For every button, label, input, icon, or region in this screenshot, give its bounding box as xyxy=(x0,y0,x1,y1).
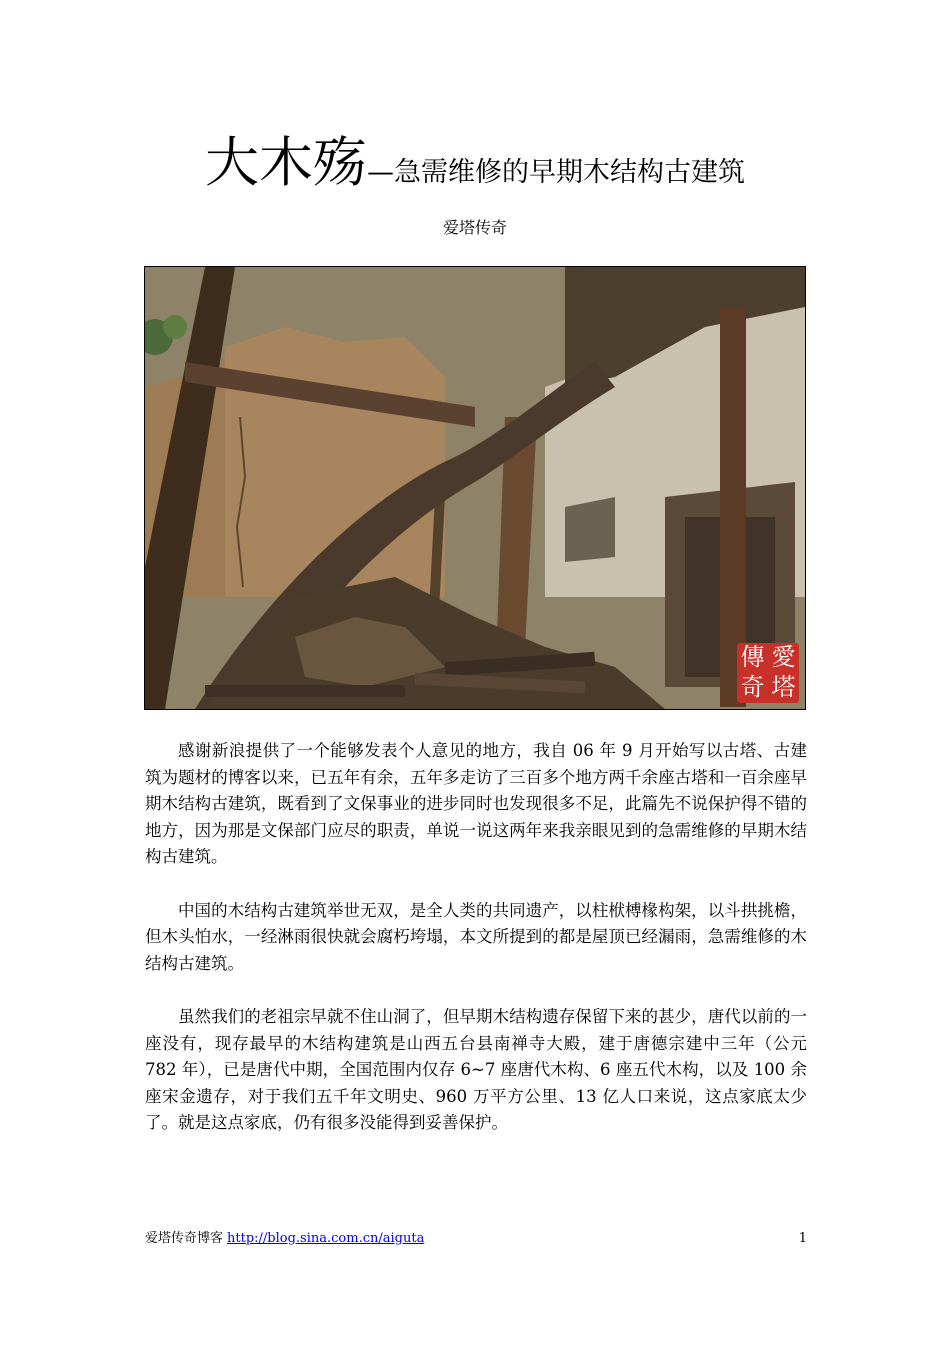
blog-url-link[interactable]: http://blog.sina.com.cn/aiguta xyxy=(227,1231,425,1246)
footer-blog-name: 爱塔传奇博客 xyxy=(145,1231,224,1246)
title-main: 大木殇 xyxy=(205,131,367,194)
photo-illustration xyxy=(145,267,805,709)
seal-char: 塔 xyxy=(771,673,796,701)
title-subtitle: —急需维修的早期木结构古建筑 xyxy=(367,157,745,188)
seal-char: 傳 xyxy=(740,643,765,671)
seal-char: 愛 xyxy=(771,643,796,671)
document-title xyxy=(0,128,950,198)
page-number: 1 xyxy=(798,1231,807,1246)
ruined-building-photo xyxy=(144,266,806,710)
paragraph: 虽然我们的老祖宗早就不住山洞了，但早期木结构遗存保留下来的甚少，唐代以前的一座没有，现存最早的木结构建筑是山西五台县南禅寺大殿，建于唐德宗建中三年（公元 782 年），已是唐代中期，全国范围内仅存 6~7 座唐代木构、6 座五代木构，以及 100 余座宋金遗存，对于我们五千年文明史、960 万平方公里、13 亿人口来说，这点家底太少了。就是这点家底，仍有很多没能得到妥善保护。 xyxy=(145,1006,807,1133)
paragraph: 感谢新浪提供了一个能够发表个人意见的地方，我自 06 年 9 月开始写以古塔、古建筑为题材的博客以来，已五年有余，五年多走访了三百多个地方两千余座古塔和一百余座早期木结构古建筑，既看到了文保事业的进步同时也发现很多不足，此篇先不说保护得不错的地方，因为那是文保部门应尽的职责，单说一说这两年来我亲眼见到的急需维修的早期木结构古建筑。 xyxy=(145,741,807,867)
page-footer xyxy=(145,1229,807,1249)
article-body xyxy=(145,738,807,1164)
paragraph: 中国的木结构古建筑举世无双，是全人类的共同遗产，以柱栿榑椽构架，以斗拱挑檐，但木头怕水，一经淋雨很快就会腐朽垮塌，本文所提到的都是屋顶已经漏雨，急需维修的木结构古建筑。 xyxy=(145,900,807,973)
seal-char: 奇 xyxy=(740,673,765,701)
author-name: 爱塔传奇 xyxy=(442,218,507,237)
blog-seal-stamp xyxy=(737,643,799,703)
